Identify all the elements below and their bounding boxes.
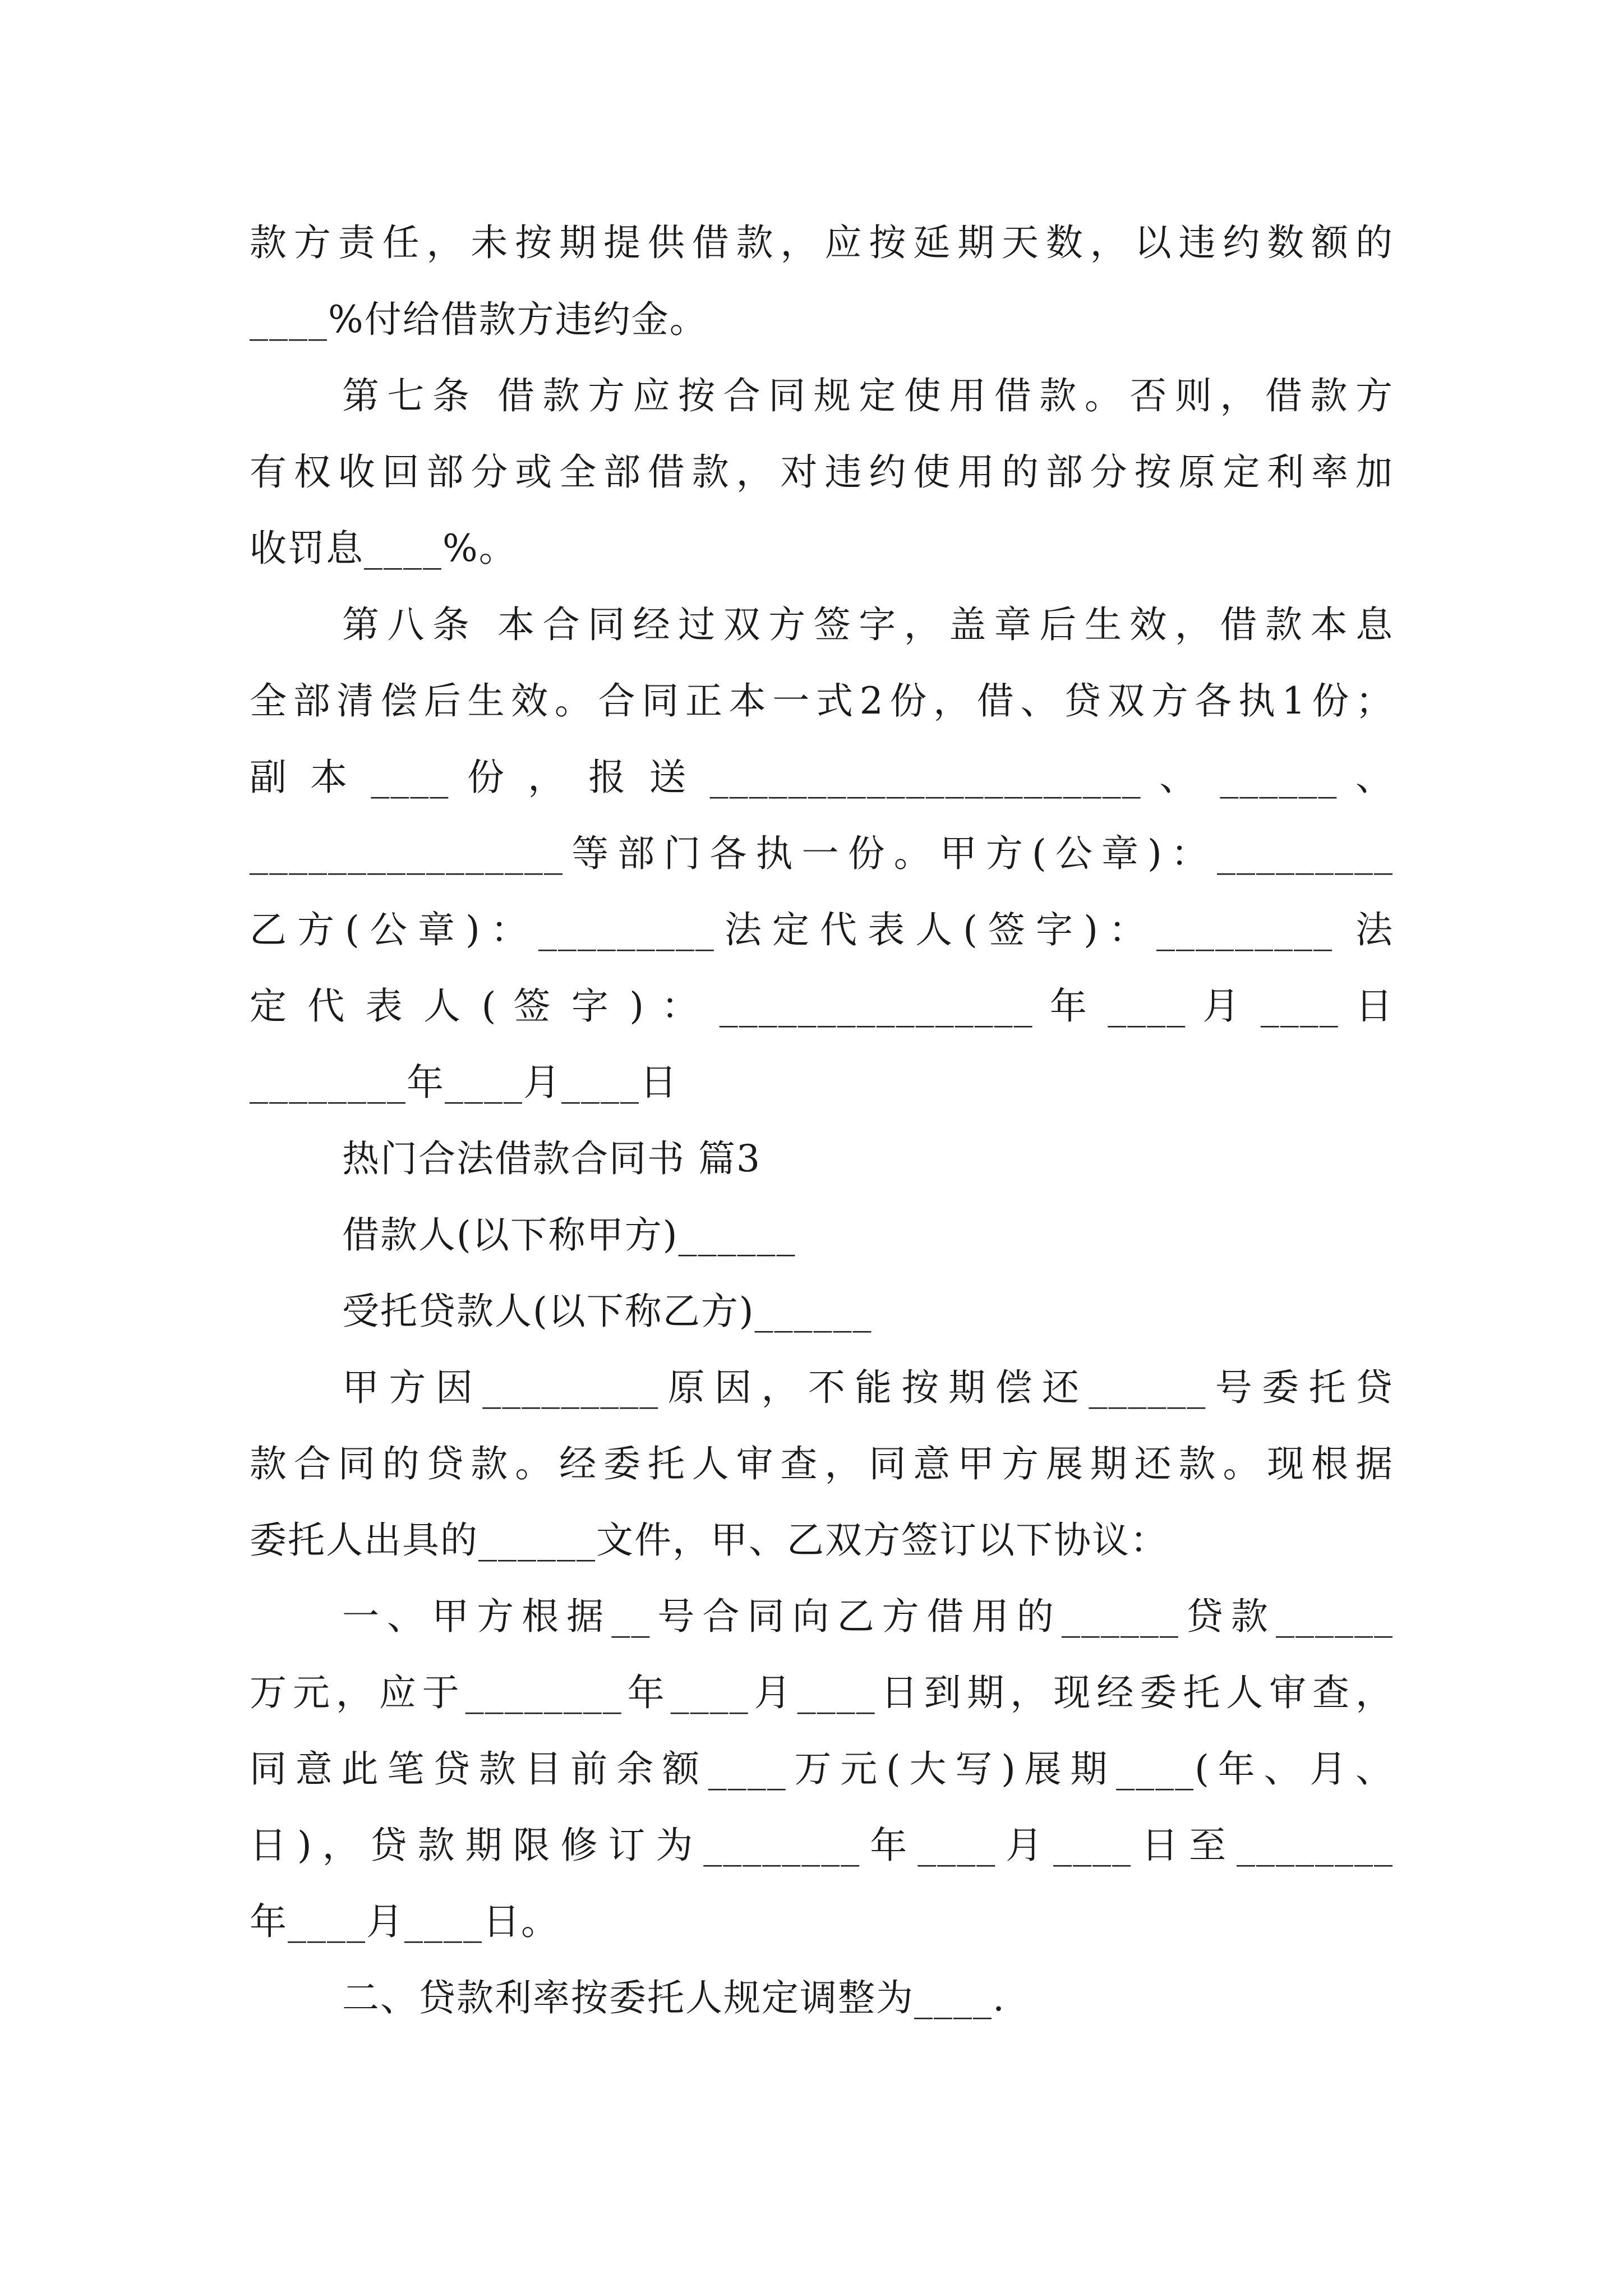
text-line: 万元，应于________年____月____日到期，现经委托人审查， <box>250 1671 1394 1714</box>
text-line: 乙方(公章)：_________法定代表人(签字)：_________ 法 <box>250 908 1394 951</box>
text-line: 全部清偿后生效。合同正本一式2份，借、贷双方各执1份； <box>250 679 1394 723</box>
section-heading: 热门合法借款合同书 篇3 <box>342 1137 761 1180</box>
text-line: 第八条 本合同经过双方签字，盖章后生效，借款本息 <box>342 603 1394 646</box>
text-line: ________年____月____日 <box>250 1061 678 1104</box>
text-line: 款合同的贷款。经委托人审查，同意甲方展期还款。现根据 <box>250 1442 1394 1485</box>
text-line: ____%付给借款方违约金。 <box>250 298 708 341</box>
text-line: 款方责任，未按期提供借款，应按延期天数，以违约数额的 <box>250 221 1394 264</box>
text-line: ________________等部门各执一份。甲方(公章)：_________ <box>250 832 1394 875</box>
text-line: 受托贷款人(以下称乙方)______ <box>342 1290 873 1333</box>
text-line: 借款人(以下称甲方)______ <box>342 1213 796 1257</box>
text-line: 同意此笔贷款目前余额____万元(大写)展期____(年、月、 <box>250 1747 1394 1791</box>
text-line: 二、贷款利率按委托人规定调整为____. <box>342 1976 1006 2019</box>
text-line: 一、甲方根据__号合同向乙方借用的______贷款______ <box>342 1595 1394 1638</box>
text-line: 定 代 表 人 ( 签 字 ) ： ________________ 年 ____ 月 ____ 日 <box>250 984 1394 1028</box>
text-line: 委托人出具的______文件，甲、乙双方签订以下协议： <box>250 1519 1168 1562</box>
text-line: 有权收回部分或全部借款，对违约使用的部分按原定利率加 <box>250 450 1394 494</box>
text-line: 甲方因_________原因，不能按期偿还______号委托贷 <box>342 1366 1394 1409</box>
text-line: 第七条 借款方应按合同规定使用借款。否则，借款方 <box>342 374 1394 417</box>
text-line: 副 本 ____ 份 ， 报 送 ______________________ 、 ______ 、 <box>250 756 1394 799</box>
text-line: 日)，贷款期限修订为________年____月____日至________ <box>250 1824 1394 1867</box>
text-line: 年____月____日。 <box>250 1900 559 1943</box>
text-line: 收罚息____%。 <box>250 527 517 570</box>
